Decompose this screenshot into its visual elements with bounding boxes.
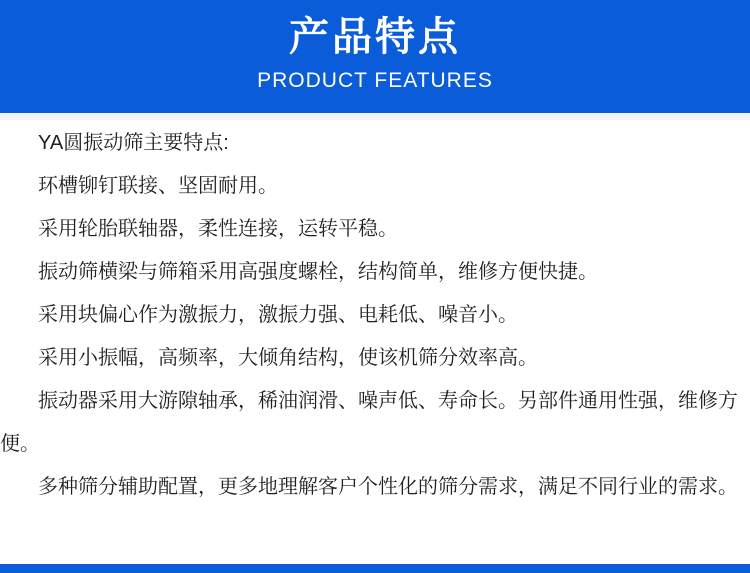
feature-item: 采用小振幅，高频率，大倾角结构，使该机筛分效率高。: [38, 347, 538, 369]
header-divider: [0, 113, 750, 120]
features-text-block: [0, 120, 750, 509]
feature-item: 多种筛分辅助配置，更多地理解客户个性化的筛分需求，满足不同行业的需求。: [38, 476, 738, 498]
feature-item: 振动筛横梁与筛箱采用高强度螺栓，结构简单，维修方便快捷。: [38, 261, 598, 283]
feature-item: 环槽铆钉联接、坚固耐用。: [38, 175, 278, 197]
product-features-header: [0, 0, 750, 113]
features-intro: YA圆振动筛主要特点:: [38, 132, 229, 154]
feature-item: 采用轮胎联轴器，柔性连接，运转平稳。: [38, 218, 398, 240]
feature-item: 采用块偏心作为激振力，激振力强、电耗低、噪音小。: [38, 304, 518, 326]
features-list: [0, 165, 744, 509]
header-title-cn: 产品特点: [289, 15, 461, 59]
footer-accent-bar: [0, 564, 750, 573]
feature-item: 振动器采用大游隙轴承，稀油润滑、噪声低、寿命长。另部件通用性强，维修方便。: [0, 390, 738, 455]
header-subtitle-en: PRODUCT FEATURES: [257, 69, 493, 92]
